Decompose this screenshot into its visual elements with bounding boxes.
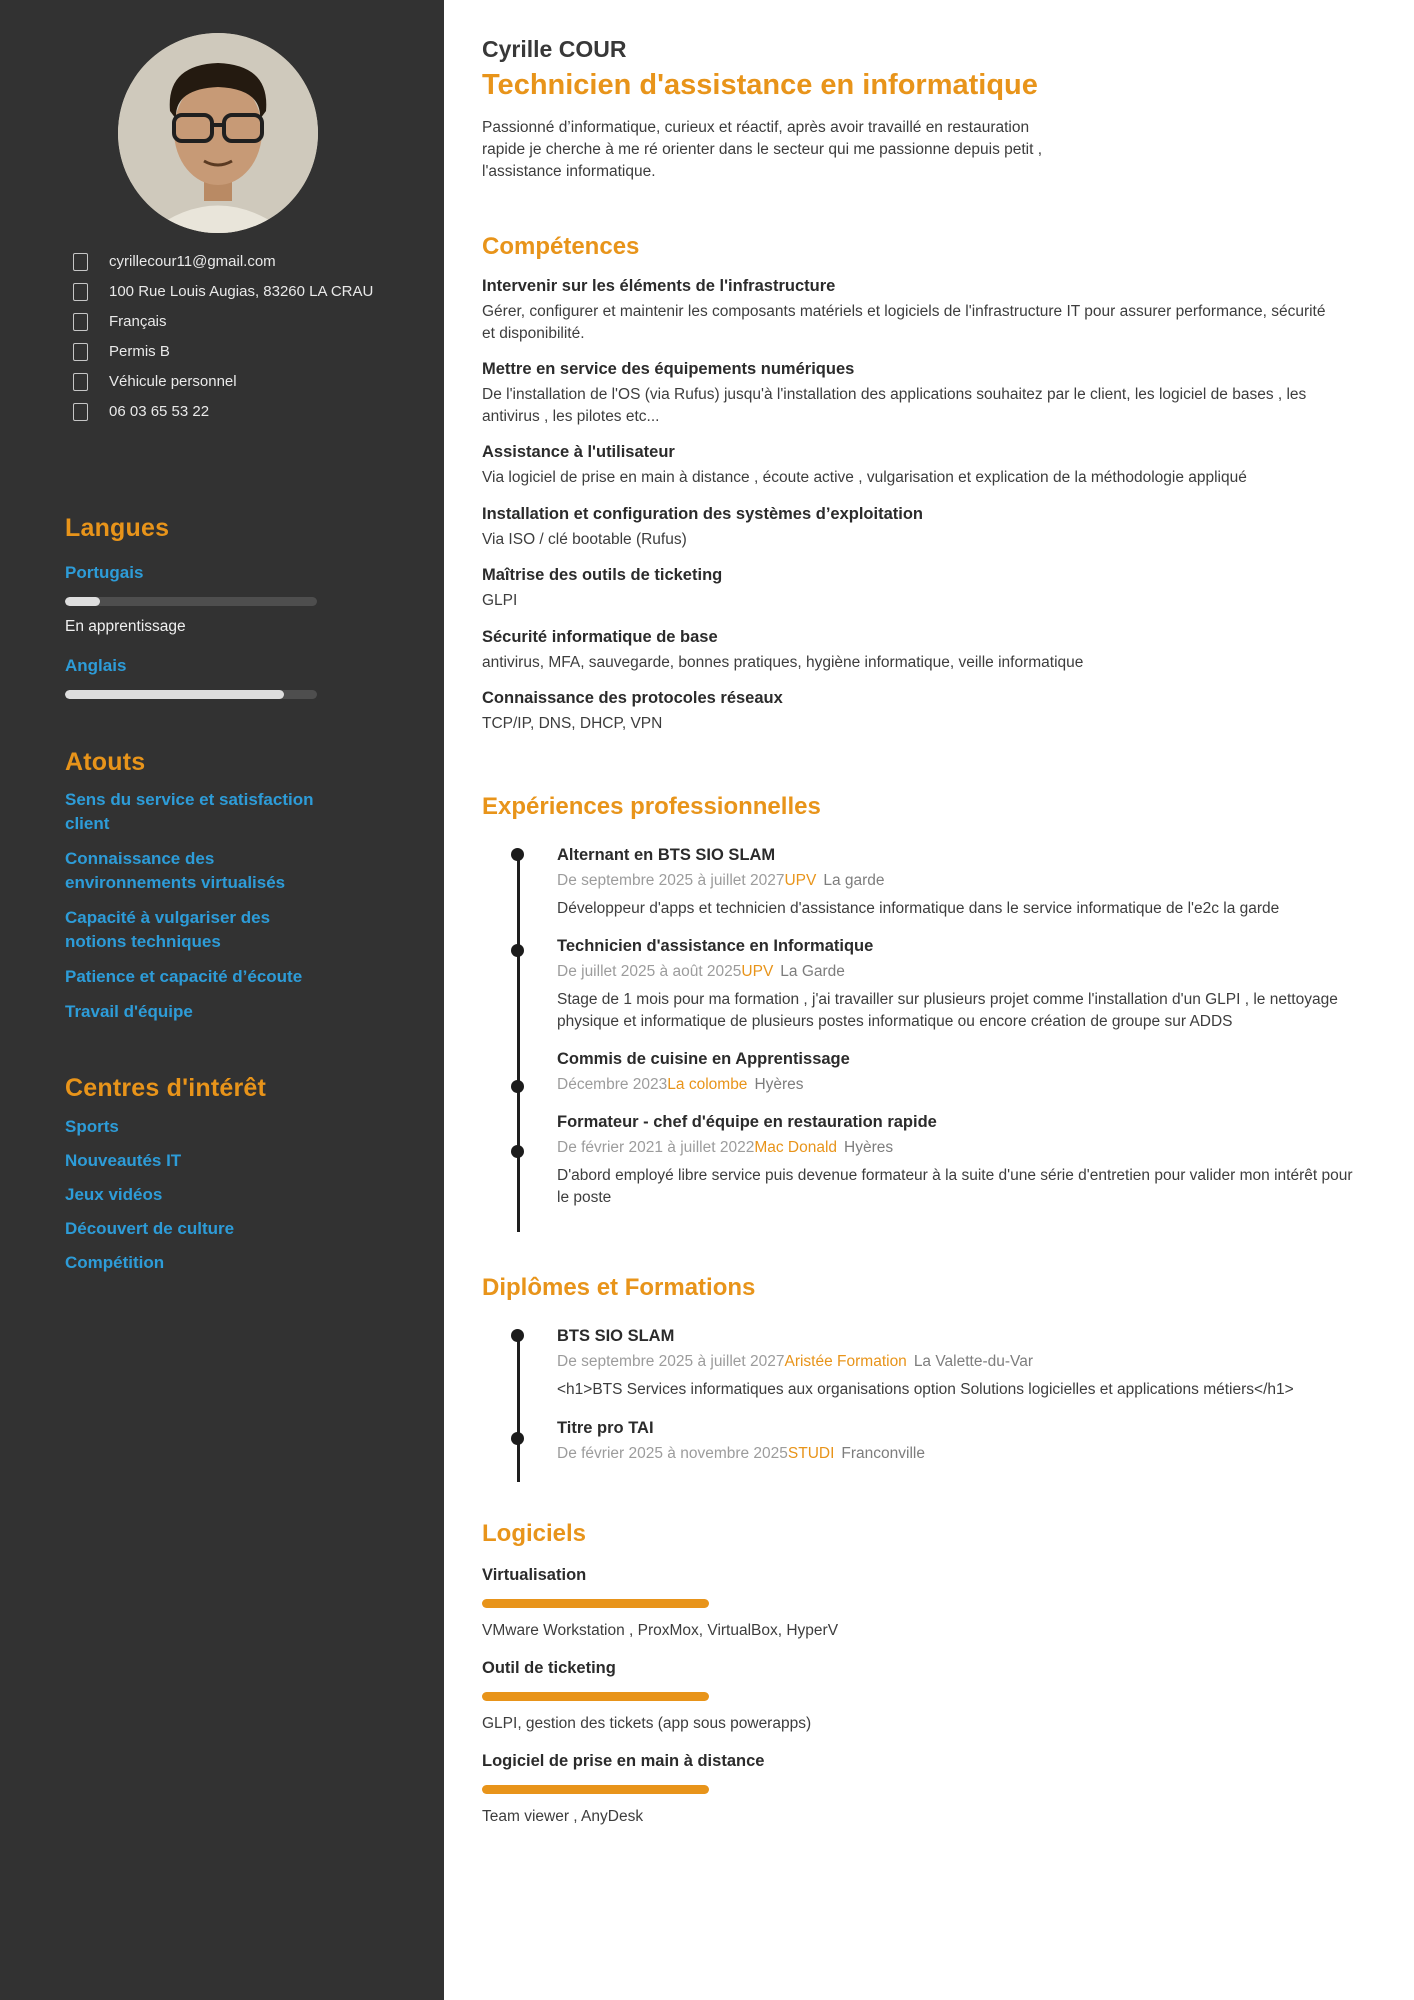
software-tools: Team viewer , AnyDesk [482,1807,644,1825]
language-note: En apprentissage [65,618,186,635]
experience-entry [557,1049,1370,1095]
interest-item: Jeux vidéos [65,1185,163,1204]
skill-description: Via ISO / clé bootable (Rufus) [482,530,687,548]
skill-title: Maîtrise des outils de ticketing [482,566,723,584]
phone-icon [73,403,88,421]
interests-section [65,1074,320,1273]
software-category: Outil de ticketing [482,1658,616,1677]
language-level-bar [65,690,317,699]
experience-location: La garde [823,871,885,889]
skill-description: TCP/IP, DNS, DHCP, VPN [482,715,663,732]
language-level-fill [65,597,100,606]
skill-title: Sécurité informatique de base [482,627,718,646]
main-column [444,0,1414,2000]
contact-address [73,282,414,302]
contact-vehicle [73,372,414,392]
contact-email [73,252,414,272]
skill-title: Connaissance des protocoles réseaux [482,689,783,707]
language-level-fill [65,690,284,699]
experience-entry [557,1112,1370,1208]
experience-description: Développeur d'apps et technicien d'assistance informatique dans le service informatique de l'e2c la garde [557,899,1280,917]
skill-block [482,627,1370,674]
software-section-title: Logiciels [482,1519,587,1547]
education-school: Aristée Formation [784,1353,907,1370]
profile-summary: Passionné d’informatique, curieux et réactif, après avoir travaillé en restauration rapide je cherche à me ré orienter dans le secteur qui me passionne depuis petit , l'assistance informatique. [482,119,1043,180]
skill-title: Installation et configuration des systèmes d’exploitation [482,504,923,523]
skill-title: Intervenir sur les éléments de l'infrastructure [482,277,836,295]
interest-item: Nouveautés IT [65,1151,182,1170]
software-block [482,1751,1370,1827]
contact-phone [73,402,414,422]
experience-meta [557,962,1370,982]
education-section-title: Diplômes et Formations [482,1274,756,1301]
strength-item: Connaissance des environnements virtualisés [65,849,286,892]
strengths-section [65,748,320,1024]
software-block [482,1658,1370,1734]
software-section [482,1520,1370,1827]
contact-nationality-text: Français [109,313,167,330]
job-title: Technicien d'assistance en informatique [482,69,1038,101]
software-block [482,1565,1370,1641]
skill-description: De l'installation de l'OS (via Rufus) jusqu'à l'installation des applications souhaitez par le client, les logiciel de bases , les antivirus , les pilotes etc... [482,386,1307,425]
strength-item: Capacité à vulgariser des notions techniques [65,908,271,951]
software-tools: VMware Workstation , ProxMox, VirtualBox, HyperV [482,1621,839,1639]
experience-location: Hyères [754,1076,804,1093]
location-icon [73,283,88,301]
experience-location: Hyères [844,1139,894,1156]
education-meta [557,1444,1370,1464]
experience-date: Décembre 2023 [557,1076,668,1093]
experience-entry [557,845,1370,920]
email-icon [73,253,88,271]
experience-title: Commis de cuisine en Apprentissage [557,1050,850,1068]
education-date: De février 2025 à novembre 2025 [557,1444,788,1462]
candidate-name: Cyrille COUR [482,36,627,62]
experience-section [482,793,1370,1209]
contact-phone-text: 06 03 65 53 22 [109,403,210,420]
languages-section [65,514,320,699]
interests-title: Centres d'intérêt [65,1074,267,1102]
education-school: STUDI [787,1444,835,1462]
sidebar [0,0,444,2000]
language-name: Portugais [65,563,144,582]
experience-timeline [482,845,1370,1209]
contact-email-text: cyrillecour11@gmail.com [109,253,276,270]
software-category: Logiciel de prise en main à distance [482,1751,765,1770]
experience-description: D'abord employé libre service puis devenue formateur à la suite d'une série d'entretien pour valider mon intérêt pour le poste [557,1167,1353,1206]
skill-block [482,359,1370,427]
skill-description: GLPI [482,592,518,609]
experience-meta [557,1075,1370,1095]
language-item [65,563,320,636]
languages-title: Langues [65,514,170,542]
skill-block [482,276,1370,344]
skills-section-title: Compétences [482,233,640,260]
strengths-title: Atouts [65,748,146,776]
interest-item: Sports [65,1117,119,1136]
driving-license-icon [73,343,88,361]
software-category: Virtualisation [482,1565,587,1584]
experience-company: UPV [784,871,817,889]
language-name: Anglais [65,656,127,675]
contact-vehicle-text: Véhicule personnel [109,373,237,390]
experience-company: La colombe [667,1076,748,1093]
contact-license [73,342,414,362]
experience-title: Technicien d'assistance en Informatique [557,937,874,955]
experience-date: De février 2021 à juillet 2022 [557,1139,755,1156]
experience-entry [557,936,1370,1032]
interest-item: Découvert de culture [65,1219,235,1238]
education-entry [557,1418,1370,1464]
skill-description: antivirus, MFA, sauvegarde, bonnes pratiques, hygiène informatique, veille informatique [482,653,1084,671]
software-tools: GLPI, gestion des tickets (app sous powerapps) [482,1714,812,1732]
experience-date: De septembre 2025 à juillet 2027 [557,871,785,889]
nationality-icon [73,313,88,331]
language-level-bar [65,597,317,606]
strength-item: Travail d'équipe [65,1002,193,1021]
skill-block [482,504,1370,551]
experience-section-title: Expériences professionnelles [482,792,821,820]
experience-date: De juillet 2025 à août 2025 [557,963,742,980]
contact-nationality [73,312,414,332]
experience-description: Stage de 1 mois pour ma formation , j'ai travailler sur plusieurs projet comme l'installation d'un GLPI , le nettoyage physique et informatique de plusieurs postes informatique ou encore création de groupe sur ADDS [557,991,1338,1030]
education-location: La Valette-du-Var [913,1353,1033,1370]
contact-block [0,252,444,432]
education-title: BTS SIO SLAM [557,1327,675,1345]
experience-company: UPV [741,963,774,980]
skill-title: Assistance à l'utilisateur [482,443,675,461]
profile-photo [118,33,318,233]
skill-block [482,688,1370,735]
interest-item: Compétition [65,1253,165,1272]
experience-meta [557,1138,1370,1158]
skill-title: Mettre en service des équipements numériques [482,360,855,378]
software-level-bar [482,1692,709,1701]
experience-title: Formateur - chef d'équipe en restauration rapide [557,1113,937,1131]
education-date: De septembre 2025 à juillet 2027 [557,1353,785,1370]
education-meta [557,1352,1370,1372]
profile-photo-illustration [118,33,318,233]
education-section [482,1274,1370,1464]
education-description: <h1>BTS Services informatiques aux organisations option Solutions logicielles et applications métiers</h1> [557,1381,1294,1398]
contact-address-text: 100 Rue Louis Augias, 83260 LA CRAU [109,283,374,300]
skill-block [482,565,1370,612]
education-title: Titre pro TAI [557,1418,654,1437]
strength-item: Sens du service et satisfaction client [65,790,314,833]
language-item [65,656,320,699]
contact-license-text: Permis B [109,343,170,360]
software-level-bar [482,1599,709,1608]
strength-item: Patience et capacité d’écoute [65,967,303,986]
skills-section [482,233,1370,735]
skill-description: Gérer, configurer et maintenir les composants matériels et logiciels de l'infrastructure IT pour assurer performance, sécurité et disponibilité. [482,303,1326,342]
experience-location: La Garde [780,963,845,980]
education-entry [557,1326,1370,1401]
experience-company: Mac Donald [754,1139,838,1156]
education-location: Franconville [841,1444,925,1462]
education-timeline [482,1326,1370,1464]
skill-block [482,442,1370,489]
experience-meta [557,871,1370,891]
skill-description: Via logiciel de prise en main à distance , écoute active , vulgarisation et explication de la méthodologie appliqué [482,469,1247,486]
software-level-bar [482,1785,709,1794]
car-icon [73,373,88,391]
experience-title: Alternant en BTS SIO SLAM [557,845,776,864]
